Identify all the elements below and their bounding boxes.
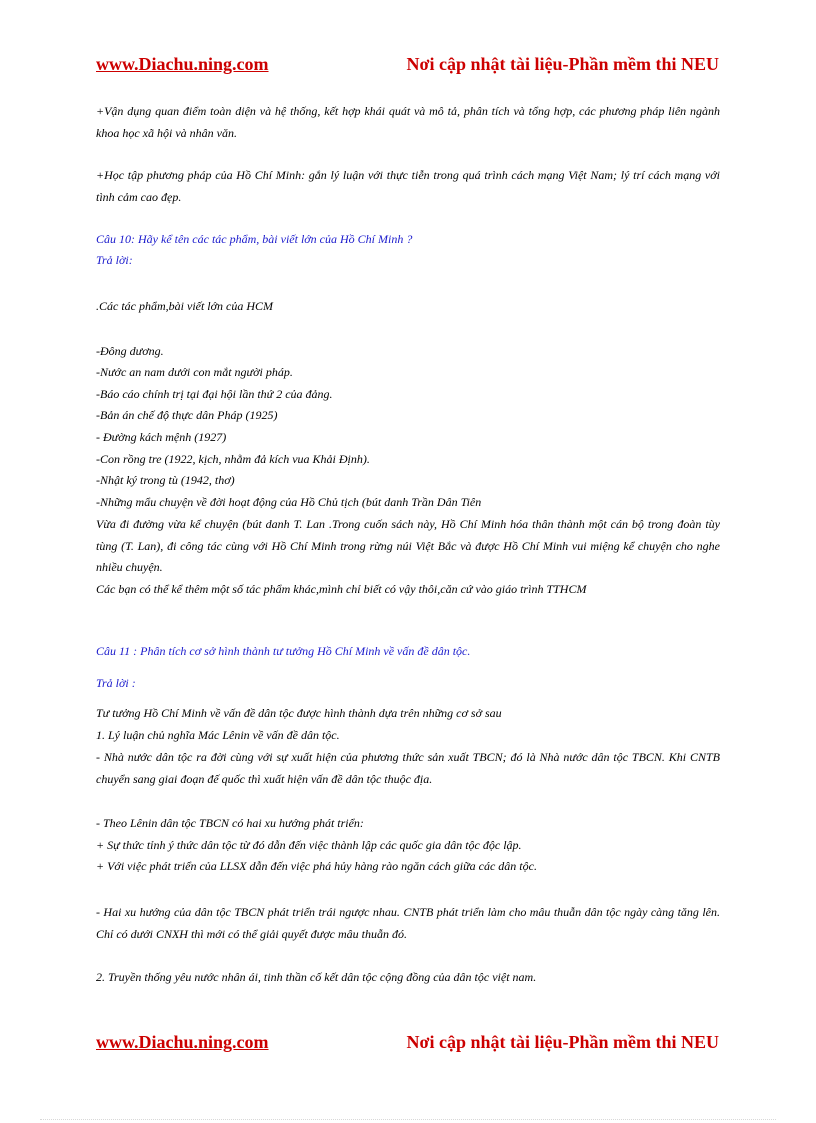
- question-10-answer-label: Trả lời:: [96, 253, 133, 267]
- q10-list-item: -Nước an nam dưới con mắt người pháp.: [96, 365, 293, 379]
- q10-heading: .Các tác phẩm,bài viết lớn của HCM: [96, 299, 274, 313]
- q10-list-item: -Con rồng tre (1922, kịch, nhằm đả kích vua Khải Định).: [96, 452, 370, 466]
- intro-paragraph-1: +Vận dụng quan điểm toàn diện và hệ thống, kết hợp khái quát và mô tả, phân tích và tổng hợp, các phương pháp liên ngành khoa học xã hội và nhân văn.: [96, 104, 720, 140]
- q10-list-item: -Báo cáo chính trị tại đại hội lần thứ 2 của đảng.: [96, 387, 333, 401]
- question-11: Câu 11 : Phân tích cơ sở hình thành tư tưởng Hồ Chí Minh về vấn đề dân tộc.: [96, 644, 471, 658]
- footer-site-link[interactable]: www.Diachu.ning.com: [96, 1032, 269, 1052]
- q11-trend-1: + Sự thức tỉnh ý thức dân tộc từ đó dẫn đến việc thành lập các quốc gia dân tộc độc lập.: [96, 838, 522, 852]
- question-11-answer-label: Trả lời :: [96, 676, 136, 690]
- q11-point-1-text: - Nhà nước dân tộc ra đời cùng với sự xuất hiện của phương thức sản xuất TBCN; đó là Nhà nước dân tộc TBCN. Khi CNTB chuyển sang giai đoạn đế quốc thì xuất hiện vấn đề dân tộc thuộc địa.: [96, 750, 720, 786]
- q11-intro: Tư tưởng Hồ Chí Minh về vấn đề dân tộc được hình thành dựa trên những cơ sở sau: [96, 706, 502, 720]
- q10-note: Các bạn có thể kể thêm một số tác phẩm khác,mình chỉ biết có vậy thôi,căn cứ vào giáo trình TTHCM: [96, 582, 587, 596]
- q10-list-item: -Đông dương.: [96, 344, 164, 358]
- q11-lenin-trends: - Theo Lênin dân tộc TBCN có hai xu hướng phát triển:: [96, 816, 364, 830]
- footer-tagline: Nơi cập nhật tài liệu-Phần mềm thi NEU: [406, 1032, 719, 1052]
- q11-point-1-title: 1. Lý luận chủ nghĩa Mác Lênin về vấn đề dân tộc.: [96, 728, 340, 742]
- q10-list-item: - Đường kách mệnh (1927): [96, 430, 227, 444]
- page-header: [96, 54, 719, 76]
- q10-list-item: -Nhật ký trong tù (1942, thơ): [96, 473, 235, 487]
- q11-point-2-title: 2. Truyền thống yêu nước nhân ái, tinh thần cố kết dân tộc cộng đồng của dân tộc việt nam.: [96, 970, 537, 984]
- question-10: Câu 10: Hãy kể tên các tác phẩm, bài viết lớn của Hồ Chí Minh ?: [96, 232, 413, 246]
- page-footer: [96, 1032, 719, 1054]
- header-site-link[interactable]: www.Diachu.ning.com: [96, 54, 269, 74]
- page-bottom-divider: [40, 1119, 776, 1120]
- header-tagline: Nơi cập nhật tài liệu-Phần mềm thi NEU: [406, 54, 719, 74]
- q10-list-item-extra: Vừa đi đường vừa kể chuyện (bút danh T. Lan .Trong cuốn sách này, Hồ Chí Minh hóa thân thành một cán bộ trong đoàn tùy tùng (T. Lan), đi công tác cùng với Hồ Chí Minh trong rừng núi Việt Bắc và được Hồ Chí Minh vui miệng kể chuyện cho nghe nhiều chuyện.: [96, 517, 720, 574]
- q10-list-item: -Những mẩu chuyện về đời hoạt động của Hồ Chủ tịch (bút danh Trần Dân Tiên: [96, 495, 482, 509]
- q10-list-item: -Bản án chế độ thực dân Pháp (1925): [96, 408, 278, 422]
- intro-paragraph-2: +Học tập phương pháp của Hồ Chí Minh: gắn lý luận với thực tiễn trong quá trình cách mạng Việt Nam; lý trí cách mạng với tình cảm cao đẹp.: [96, 168, 720, 204]
- q11-conflict: - Hai xu hướng của dân tộc TBCN phát triển trái ngược nhau. CNTB phát triển làm cho mâu thuẫn dân tộc ngày càng tăng lên. Chỉ có dưới CNXH thì mới có thể giải quyết được mâu thuẫn đó.: [96, 905, 720, 941]
- q11-trend-2: + Với việc phát triển của LLSX dẫn đến việc phá hủy hàng rào ngăn cách giữa các dân tộc.: [96, 859, 537, 873]
